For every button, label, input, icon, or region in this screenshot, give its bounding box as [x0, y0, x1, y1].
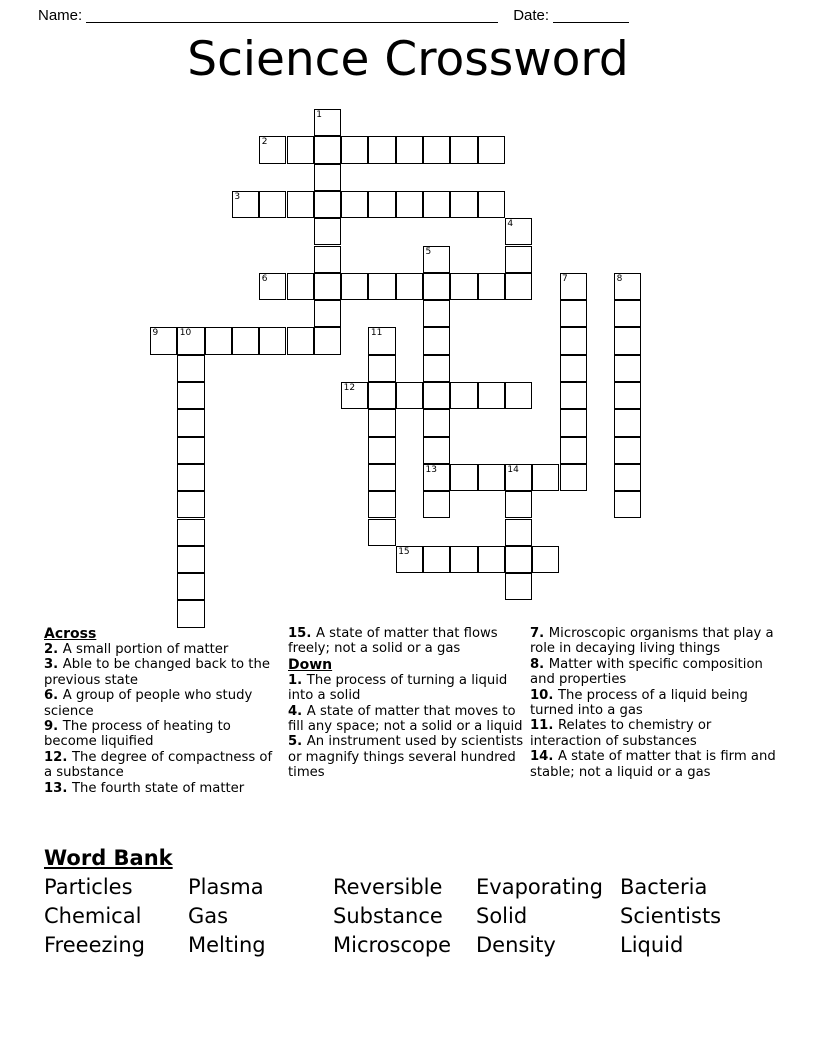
clue-item: [288, 734, 524, 780]
crossword-cell-number: 10: [179, 328, 192, 339]
crossword-cell[interactable]: [423, 491, 450, 518]
crossword-cell[interactable]: [287, 273, 314, 300]
crossword-cell[interactable]: [478, 464, 505, 491]
crossword-cell[interactable]: [478, 273, 505, 300]
crossword-cell[interactable]: [614, 464, 641, 491]
crossword-cell[interactable]: [287, 327, 314, 354]
crossword-cell[interactable]: [560, 355, 587, 382]
clue-item: [530, 688, 778, 719]
crossword-cell[interactable]: [614, 327, 641, 354]
clue-number: 11.: [530, 718, 558, 734]
crossword-cell[interactable]: [614, 382, 641, 409]
crossword-cell[interactable]: [450, 191, 477, 218]
crossword-cell[interactable]: [423, 246, 450, 273]
crossword-cell[interactable]: [532, 464, 559, 491]
clue-text: A state of matter that flows freely; not a solid or a gas: [288, 626, 498, 657]
clue-number: 9.: [44, 719, 63, 735]
clue-column-3: [530, 626, 782, 780]
crossword-cell-number: 11: [370, 328, 383, 339]
clue-section-heading: Down: [288, 656, 333, 673]
clue-item: [530, 657, 778, 688]
crossword-cell[interactable]: [505, 218, 532, 245]
crossword-cell[interactable]: [614, 355, 641, 382]
crossword-cell[interactable]: [368, 382, 395, 409]
crossword-cell[interactable]: [560, 437, 587, 464]
crossword-cell[interactable]: [423, 300, 450, 327]
crossword-cell[interactable]: [368, 409, 395, 436]
clue-text: Relates to chemistry or interaction of substances: [530, 718, 712, 749]
crossword-cell[interactable]: [259, 136, 286, 163]
word-bank-word[interactable]: Bacteria: [620, 875, 708, 899]
page-title: Science Crossword: [187, 32, 629, 87]
crossword-cell[interactable]: [177, 573, 204, 600]
crossword-cell[interactable]: [560, 382, 587, 409]
crossword-cell[interactable]: [505, 546, 532, 573]
clue-section-heading: Across: [44, 626, 97, 642]
crossword-cell[interactable]: [341, 273, 368, 300]
crossword-cell[interactable]: [287, 136, 314, 163]
crossword-cell[interactable]: [614, 437, 641, 464]
crossword-cell[interactable]: [314, 246, 341, 273]
crossword-cell-number: 12: [343, 383, 356, 393]
crossword-cell[interactable]: [368, 191, 395, 218]
crossword-cell[interactable]: [505, 573, 532, 600]
word-bank-heading: Word Bank: [44, 846, 173, 870]
word-bank-word[interactable]: Liquid: [620, 933, 684, 957]
word-bank-word[interactable]: Solid: [476, 904, 528, 928]
crossword-cell[interactable]: [450, 382, 477, 409]
crossword-cell[interactable]: [177, 519, 204, 546]
crossword-cell[interactable]: [259, 191, 286, 218]
clue-item: [288, 673, 524, 704]
crossword-cell[interactable]: [478, 382, 505, 409]
clue-text: Able to be changed back to the previous state: [44, 657, 270, 688]
crossword-cell-number: 6: [261, 273, 268, 284]
crossword-cell[interactable]: [450, 464, 477, 491]
clue-number: 6.: [44, 688, 63, 704]
crossword-cell[interactable]: [423, 546, 450, 573]
crossword-cell[interactable]: [314, 273, 341, 300]
crossword-cell[interactable]: [423, 464, 450, 491]
word-bank-word[interactable]: Evaporating: [476, 875, 603, 899]
crossword-cell[interactable]: [341, 382, 368, 409]
clue-text: A state of matter that moves to fill any space; not a solid or a liquid: [288, 703, 523, 735]
crossword-cell[interactable]: [314, 327, 341, 354]
clue-number: 14.: [530, 749, 558, 765]
clue-text: The degree of compactness of a substance: [44, 749, 273, 781]
crossword-cell[interactable]: [423, 409, 450, 436]
clue-number: 4.: [288, 703, 307, 719]
crossword-cell[interactable]: [423, 136, 450, 163]
crossword-cell[interactable]: [450, 546, 477, 573]
clue-number: 5.: [288, 734, 307, 750]
clue-text: Matter with specific composition and properties: [530, 656, 763, 688]
clue-text: Microscopic organisms that play a role in decaying living things: [530, 626, 774, 657]
crossword-cell[interactable]: [232, 191, 259, 218]
crossword-cell[interactable]: [560, 273, 587, 300]
word-bank-word[interactable]: Particles: [44, 875, 133, 899]
crossword-cell-number: 13: [425, 464, 437, 475]
crossword-cell[interactable]: [614, 273, 641, 300]
crossword-cell[interactable]: [314, 136, 341, 163]
clue-item: [288, 626, 524, 657]
crossword-cell[interactable]: [396, 136, 423, 163]
clue-number: 2.: [44, 642, 63, 657]
crossword-cell[interactable]: [423, 273, 450, 300]
clue-item: [530, 718, 778, 749]
date-label: Date:: [513, 7, 550, 24]
crossword-cell[interactable]: [423, 327, 450, 354]
crossword-cell[interactable]: [368, 136, 395, 163]
word-bank-word[interactable]: Gas: [188, 904, 229, 928]
crossword-cell[interactable]: [232, 327, 259, 354]
clue-text: The process of turning a liquid into a solid: [288, 672, 508, 704]
crossword-cell[interactable]: [287, 191, 314, 218]
crossword-cell[interactable]: [177, 600, 204, 627]
crossword-cell[interactable]: [478, 546, 505, 573]
crossword-cell-number: 15: [398, 546, 410, 557]
word-bank-section: [44, 845, 784, 960]
clue-text: An instrument used by scientists or magnify things several hundred times: [288, 734, 524, 781]
crossword-cell[interactable]: [150, 327, 177, 354]
clue-text: A group of people who study science: [44, 688, 253, 719]
word-bank-row: [44, 902, 784, 931]
clue-number: 12.: [44, 749, 72, 765]
word-bank-word[interactable]: Freeezing: [44, 933, 145, 957]
crossword-cell[interactable]: [560, 409, 587, 436]
clue-item: [44, 642, 280, 657]
clue-number: 1.: [288, 672, 307, 688]
crossword-cell[interactable]: [341, 136, 368, 163]
crossword-cell[interactable]: [396, 382, 423, 409]
crossword-cell[interactable]: [259, 327, 286, 354]
crossword-cell[interactable]: [177, 355, 204, 382]
crossword-cell[interactable]: [505, 382, 532, 409]
crossword-cell-number: 8: [616, 273, 623, 284]
word-bank-word[interactable]: Chemical: [44, 904, 142, 928]
crossword-cell[interactable]: [314, 164, 341, 191]
clue-item: [44, 750, 280, 781]
clue-item: [44, 719, 280, 750]
crossword-cell[interactable]: [368, 327, 395, 354]
crossword-cell[interactable]: [423, 382, 450, 409]
crossword-cell[interactable]: [478, 191, 505, 218]
crossword-cell[interactable]: [177, 327, 204, 354]
crossword-cell[interactable]: [423, 191, 450, 218]
crossword-cell[interactable]: [177, 437, 204, 464]
crossword-cell-number: 14: [507, 464, 519, 475]
crossword-cell[interactable]: [259, 273, 286, 300]
word-bank-row: [44, 931, 784, 960]
word-bank-word[interactable]: Scientists: [620, 904, 722, 928]
clue-text: The process of a liquid being turned into a gas: [530, 687, 748, 719]
clue-number: 7.: [530, 626, 549, 641]
clue-column-1: [44, 626, 284, 796]
crossword-cell[interactable]: [614, 491, 641, 518]
name-label: Name:: [38, 7, 83, 24]
crossword-cell-number: 3: [234, 191, 241, 202]
word-bank-rows: [44, 873, 784, 960]
word-bank-word[interactable]: Substance: [333, 904, 443, 928]
crossword-cell[interactable]: [314, 109, 341, 136]
crossword-cell-number: 4: [507, 219, 514, 230]
crossword-cell[interactable]: [423, 355, 450, 382]
crossword-cell[interactable]: [505, 519, 532, 546]
crossword-cell[interactable]: [368, 519, 395, 546]
crossword-cell[interactable]: [450, 273, 477, 300]
crossword-cell[interactable]: [614, 409, 641, 436]
clue-item: [288, 704, 524, 735]
crossword-cell-number: 5: [425, 246, 432, 257]
clue-column-2: [288, 626, 528, 781]
crossword-cell-number: 2: [261, 137, 268, 148]
clue-number: 3.: [44, 657, 63, 673]
crossword-cell[interactable]: [614, 300, 641, 327]
word-bank-word[interactable]: Density: [476, 933, 556, 957]
clue-item: [44, 657, 280, 688]
crossword-cell[interactable]: [423, 437, 450, 464]
clue-number: 15.: [288, 626, 316, 641]
word-bank-word[interactable]: Plasma: [188, 875, 264, 899]
clue-item: [44, 781, 280, 796]
clue-item: [44, 688, 280, 719]
clue-number: 8.: [530, 656, 549, 672]
crossword-cell[interactable]: [505, 464, 532, 491]
clue-number: 13.: [44, 780, 72, 796]
crossword-cell[interactable]: [560, 327, 587, 354]
crossword-cell[interactable]: [478, 136, 505, 163]
crossword-cell[interactable]: [368, 437, 395, 464]
clue-text: The process of heating to become liquified: [44, 719, 231, 750]
crossword-cell[interactable]: [177, 491, 204, 518]
crossword-cell[interactable]: [314, 218, 341, 245]
word-bank-word[interactable]: Reversible: [333, 875, 443, 899]
crossword-cell[interactable]: [314, 191, 341, 218]
crossword-cell[interactable]: [177, 409, 204, 436]
crossword-cell[interactable]: [505, 273, 532, 300]
crossword-cell[interactable]: [505, 491, 532, 518]
crossword-cell[interactable]: [341, 191, 368, 218]
crossword-cell[interactable]: [396, 273, 423, 300]
crossword-cell[interactable]: [450, 136, 477, 163]
clue-text: A small portion of matter: [62, 642, 229, 657]
clue-text: The fourth state of matter: [71, 780, 245, 796]
crossword-cell[interactable]: [368, 355, 395, 382]
clue-number: 10.: [530, 687, 558, 703]
crossword-cell[interactable]: [177, 382, 204, 409]
crossword-cell[interactable]: [396, 546, 423, 573]
crossword-cell[interactable]: [396, 191, 423, 218]
clue-text: A state of matter that is firm and stable; not a liquid or a gas: [530, 749, 776, 780]
crossword-cell-number: 9: [152, 328, 159, 339]
crossword-cell[interactable]: [505, 246, 532, 273]
crossword-cell-number: 1: [316, 110, 323, 120]
crossword-cell[interactable]: [205, 327, 232, 354]
clue-item: [530, 749, 778, 780]
crossword-cell[interactable]: [532, 546, 559, 573]
word-bank-row: [44, 873, 784, 902]
crossword-cell[interactable]: [560, 300, 587, 327]
crossword-cell[interactable]: [177, 464, 204, 491]
crossword-cell-number: 7: [562, 273, 568, 284]
clues-section: [44, 626, 784, 796]
crossword-cell[interactable]: [368, 273, 395, 300]
crossword-cell[interactable]: [368, 464, 395, 491]
word-bank-word[interactable]: Melting: [188, 933, 266, 957]
crossword-cell[interactable]: [368, 491, 395, 518]
word-bank-word[interactable]: Microscope: [333, 933, 452, 957]
crossword-cell[interactable]: [314, 300, 341, 327]
clue-item: [530, 626, 778, 657]
crossword-cell[interactable]: [560, 464, 587, 491]
crossword-cell[interactable]: [177, 546, 204, 573]
